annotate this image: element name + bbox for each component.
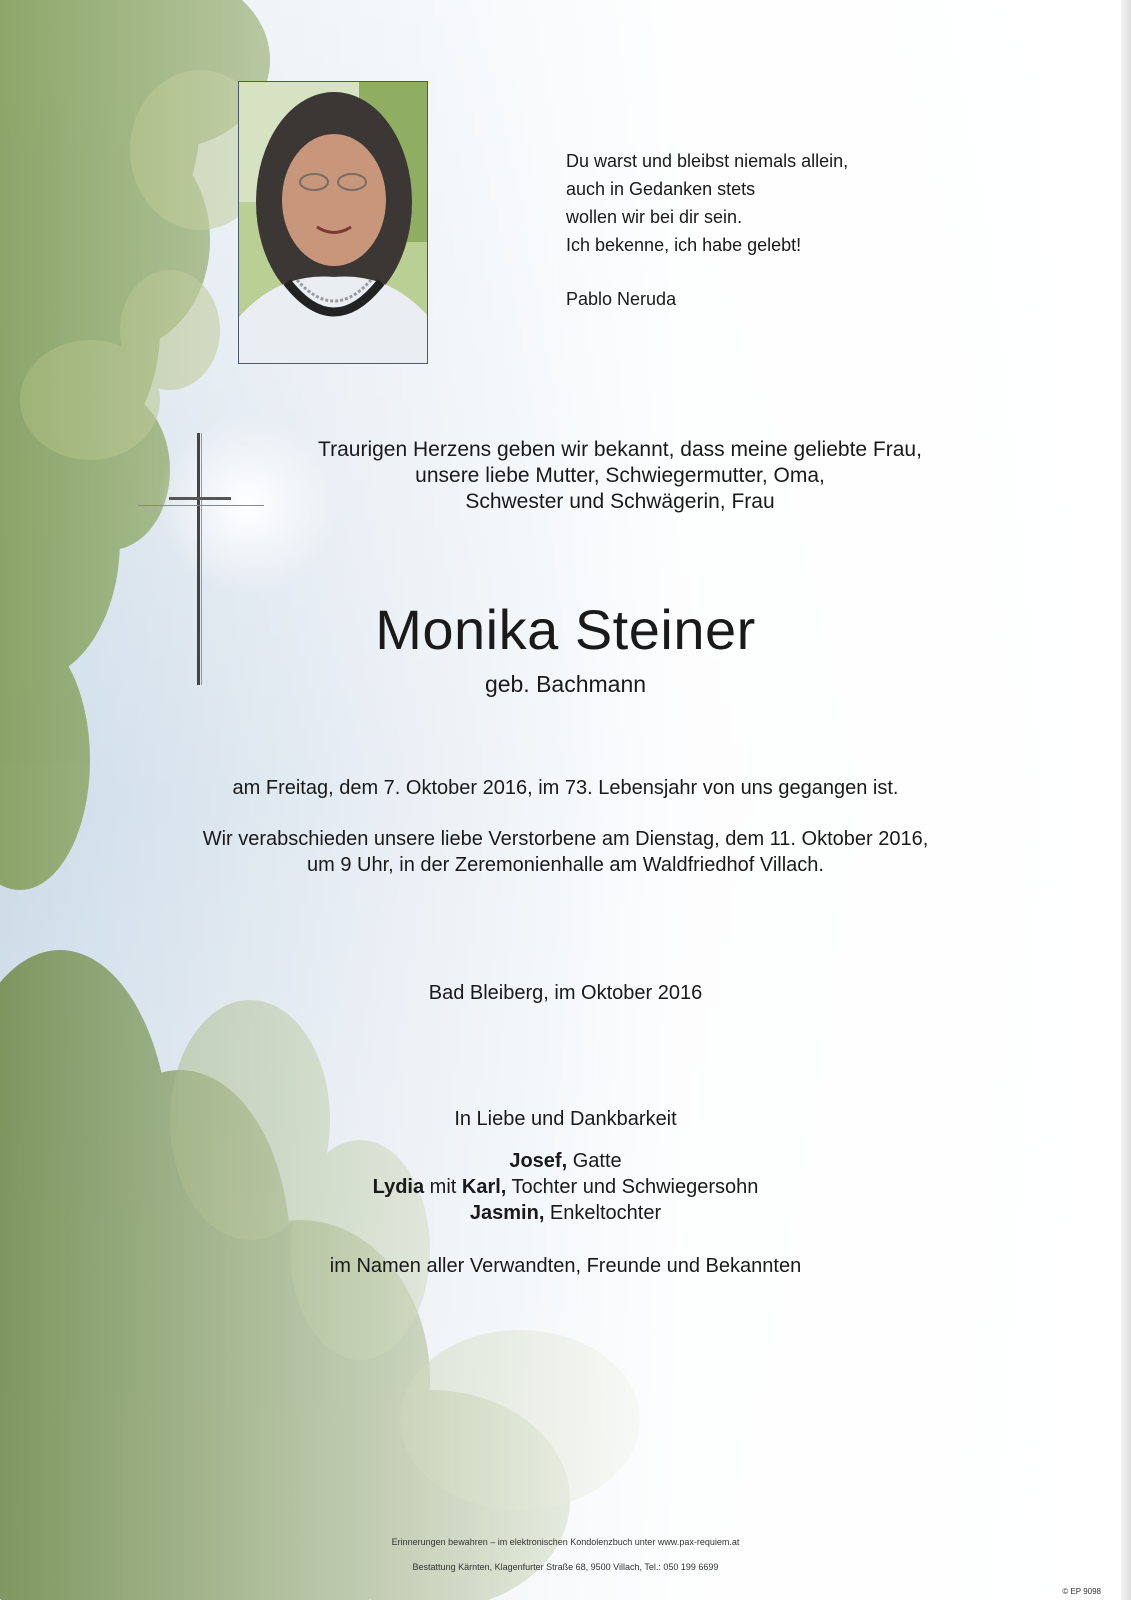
birth-name: geb. Bachmann bbox=[484, 671, 647, 697]
intro-line: unsere liebe Mutter, Schwiegermutter, Oma, bbox=[415, 464, 825, 487]
member-connector: mit bbox=[424, 1176, 462, 1198]
member-name: Josef, bbox=[509, 1150, 568, 1172]
funeral-info bbox=[0, 826, 1131, 878]
footer-condolence-line: Erinnerungen bewahren – im elektronischen Kondolenzbuch unter www.pax-requiem.at bbox=[391, 1537, 740, 1547]
family-list bbox=[0, 1148, 1131, 1226]
member-name: Karl, bbox=[461, 1176, 507, 1198]
intro-line: Schwester und Schwägerin, Frau bbox=[465, 490, 775, 513]
announcement-intro bbox=[120, 437, 1120, 515]
quote-author: Pablo Neruda bbox=[566, 289, 677, 309]
deceased-name: Monika Steiner bbox=[375, 598, 756, 661]
closing-line: im Namen aller Verwandten, Freunde und Bekannten bbox=[329, 1255, 802, 1277]
intro-line: Traurigen Herzens geben wir bekannt, dass meine geliebte Frau, bbox=[318, 438, 922, 461]
member-role: Gatte bbox=[567, 1150, 622, 1172]
death-date-line: am Freitag, dem 7. Oktober 2016, im 73. Lebensjahr von uns gegangen ist. bbox=[232, 777, 899, 799]
poem-quote bbox=[566, 147, 966, 313]
footer-address-line: Bestattung Kärnten, Klagenfurter Straße 68, 9500 Villach, Tel.: 050 199 6699 bbox=[412, 1562, 719, 1572]
family-member-lydia bbox=[0, 1174, 1131, 1200]
member-name: Jasmin, bbox=[469, 1202, 545, 1224]
place-date: Bad Bleiberg, im Oktober 2016 bbox=[428, 982, 703, 1004]
funeral-line: um 9 Uhr, in der Zeremonienhalle am Waldfriedhof Villach. bbox=[307, 854, 824, 876]
member-role: Enkeltochter bbox=[544, 1202, 662, 1224]
member-role: Tochter und Schwiegersohn bbox=[506, 1176, 759, 1198]
quote-line: Du warst und bleibst niemals allein, bbox=[566, 151, 849, 171]
quote-line: wollen wir bei dir sein. bbox=[566, 207, 743, 227]
quote-line: auch in Gedanken stets bbox=[566, 179, 756, 199]
portrait-photo bbox=[238, 81, 428, 364]
family-member-jasmin bbox=[0, 1200, 1131, 1226]
quote-line: Ich bekenne, ich habe gelebt! bbox=[566, 235, 802, 255]
family-member-josef bbox=[0, 1148, 1131, 1174]
template-code: © EP 9098 bbox=[1062, 1587, 1101, 1596]
funeral-line: Wir verabschieden unsere liebe Verstorbene am Dienstag, dem 11. Oktober 2016, bbox=[202, 828, 929, 850]
member-name: Lydia bbox=[372, 1176, 425, 1198]
thanks-line: In Liebe und Dankbarkeit bbox=[454, 1108, 677, 1130]
